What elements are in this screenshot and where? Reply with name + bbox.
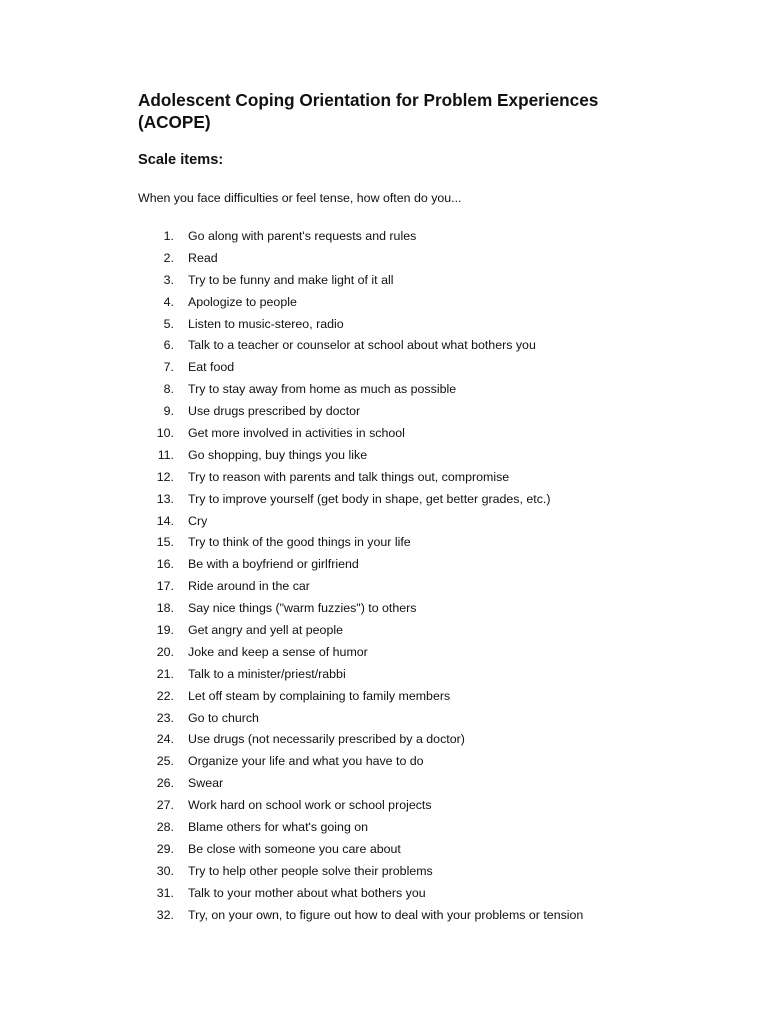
scale-item	[138, 250, 738, 272]
scale-item	[138, 797, 738, 819]
item-number: 16.	[156, 557, 174, 572]
scale-item	[138, 337, 738, 359]
scale-item	[138, 228, 738, 250]
item-text: Try, on your own, to figure out how to deal with your problems or tension	[188, 907, 584, 922]
item-number: 21.	[156, 666, 174, 681]
item-text: Go shopping, buy things you like	[188, 447, 368, 462]
item-text: Use drugs (not necessarily prescribed by a doctor)	[188, 732, 465, 747]
item-text: Say nice things ("warm fuzzies") to others	[188, 601, 417, 616]
section-heading: Scale items:	[138, 152, 224, 168]
item-text: Organize your life and what you have to do	[188, 754, 424, 769]
item-text: Get angry and yell at people	[188, 623, 343, 638]
item-text: Listen to music-stereo, radio	[188, 316, 344, 331]
scale-item	[138, 600, 738, 622]
item-number: 32.	[156, 907, 174, 922]
item-number: 28.	[156, 820, 174, 835]
scale-item	[138, 381, 738, 403]
item-number: 22.	[156, 688, 174, 703]
item-text: Be close with someone you care about	[188, 841, 401, 856]
document-title: Adolescent Coping Orientation for Problem Experiences (ACOPE)	[138, 90, 599, 132]
item-text: Use drugs prescribed by doctor	[188, 404, 361, 419]
scale-item	[138, 425, 738, 447]
item-text: Read	[188, 250, 218, 265]
scale-item	[138, 710, 738, 732]
item-number: 6.	[163, 338, 174, 353]
item-number: 27.	[156, 798, 174, 813]
item-number: 3.	[163, 272, 174, 287]
item-text: Talk to your mother about what bothers you	[188, 885, 426, 900]
scale-item	[138, 819, 738, 841]
item-text: Try to stay away from home as much as possible	[188, 382, 457, 397]
scale-item	[138, 841, 738, 863]
scale-item	[138, 316, 738, 338]
item-number: 25.	[156, 754, 174, 769]
item-number: 4.	[163, 294, 174, 309]
scale-item	[138, 644, 738, 666]
item-text: Be with a boyfriend or girlfriend	[188, 557, 359, 572]
scale-item	[138, 513, 738, 535]
scale-item	[138, 863, 738, 885]
scale-item	[138, 688, 738, 710]
scale-item	[138, 622, 738, 644]
item-number: 2.	[163, 250, 174, 265]
scale-item	[138, 272, 738, 294]
item-text: Try to reason with parents and talk things out, compromise	[188, 469, 510, 484]
item-number: 9.	[163, 404, 174, 419]
item-number: 23.	[156, 710, 174, 725]
item-number: 19.	[156, 623, 174, 638]
scale-item	[138, 534, 738, 556]
item-text: Try to improve yourself (get body in shape, get better grades, etc.)	[188, 491, 551, 506]
scale-item	[138, 294, 738, 316]
item-text: Ride around in the car	[188, 579, 310, 594]
scale-item	[138, 469, 738, 491]
item-text: Work hard on school work or school projects	[188, 798, 432, 813]
scale-items-list	[138, 228, 738, 929]
item-text: Blame others for what's going on	[188, 820, 369, 835]
item-text: Try to be funny and make light of it all	[188, 272, 394, 287]
scale-item	[138, 556, 738, 578]
item-number: 30.	[156, 863, 174, 878]
scale-item	[138, 731, 738, 753]
scale-item	[138, 753, 738, 775]
item-text: Apologize to people	[188, 294, 297, 309]
scale-item	[138, 359, 738, 381]
item-number: 12.	[156, 469, 174, 484]
item-number: 26.	[156, 776, 174, 791]
item-number: 5.	[163, 316, 174, 331]
item-text: Let off steam by complaining to family members	[188, 688, 451, 703]
item-text: Try to think of the good things in your life	[188, 535, 411, 550]
item-number: 31.	[156, 885, 174, 900]
item-text: Eat food	[188, 360, 235, 375]
question-prompt: When you face difficulties or feel tense, how often do you...	[138, 191, 462, 205]
scale-item	[138, 885, 738, 907]
item-text: Talk to a teacher or counselor at school about what bothers you	[188, 338, 536, 353]
item-number: 10.	[156, 426, 174, 441]
item-number: 11.	[157, 447, 174, 462]
scale-item	[138, 447, 738, 469]
item-number: 24.	[156, 732, 174, 747]
item-text: Cry	[188, 513, 208, 528]
item-number: 18.	[156, 601, 174, 616]
item-number: 8.	[163, 382, 174, 397]
item-text: Talk to a minister/priest/rabbi	[188, 666, 346, 681]
item-number: 15.	[156, 535, 174, 550]
item-text: Go to church	[188, 710, 259, 725]
item-number: 17.	[156, 579, 174, 594]
scale-item	[138, 666, 738, 688]
scale-item	[138, 775, 738, 797]
item-number: 7.	[163, 360, 174, 375]
item-number: 14.	[156, 513, 174, 528]
scale-item	[138, 907, 738, 929]
scale-item	[138, 491, 738, 513]
item-text: Joke and keep a sense of humor	[188, 644, 368, 659]
item-text: Get more involved in activities in school	[188, 426, 405, 441]
item-number: 29.	[156, 841, 174, 856]
item-text: Try to help other people solve their problems	[188, 863, 433, 878]
item-text: Go along with parent's requests and rules	[188, 229, 417, 243]
scale-item	[138, 578, 738, 600]
item-number: 13.	[156, 491, 174, 506]
item-number: 20.	[156, 644, 174, 659]
scale-item	[138, 403, 738, 425]
item-number: 1.	[163, 229, 174, 243]
item-text: Swear	[188, 776, 224, 791]
